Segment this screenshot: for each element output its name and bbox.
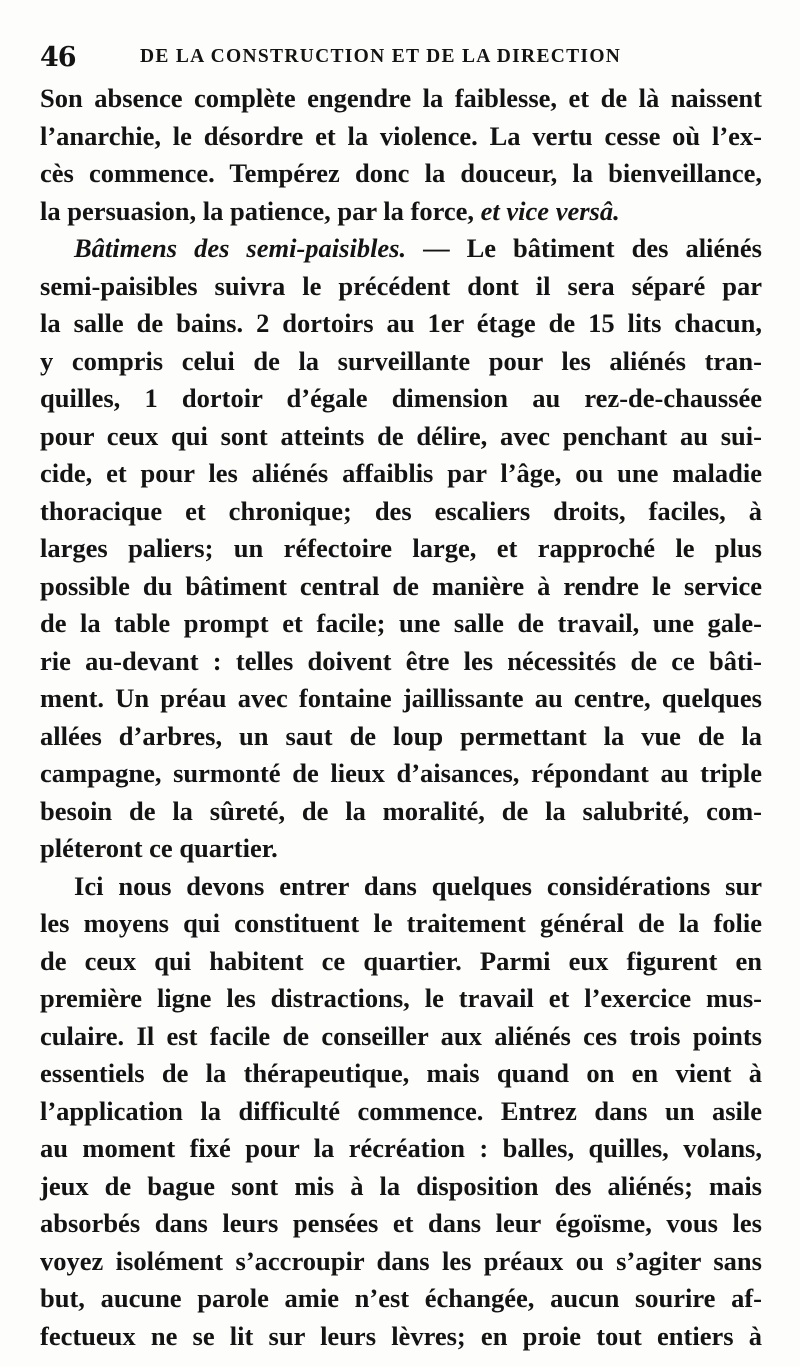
text-line: pour ceux qui sont atteints de délire, avec penchant au sui- bbox=[40, 420, 762, 451]
text-span: la persuasion, la patience, par la force, bbox=[40, 195, 481, 226]
text-span: — Le bâtiment des aliénés bbox=[406, 233, 762, 263]
italic-text: et vice versâ. bbox=[480, 195, 620, 226]
text-line: Son absence complète engendre la faiblesse, et de là naissent bbox=[40, 83, 762, 113]
text-line: première ligne les distractions, le travail et l’exercice mus- bbox=[40, 983, 762, 1013]
text-line: fectueux ne se lit sur leurs lèvres; en proie tout entiers à bbox=[40, 1320, 762, 1351]
text-line bbox=[40, 230, 762, 268]
text-line: cès commence. Tempérez donc la douceur, la bienveillance, bbox=[40, 158, 762, 188]
text-line: essentiels de la thérapeutique, mais quand on en vient à bbox=[40, 1058, 762, 1088]
text-line: culaire. Il est facile de conseiller aux aliénés ces trois points bbox=[40, 1020, 762, 1051]
text-line: y compris celui de la surveillante pour les aliénés tran- bbox=[40, 345, 762, 376]
text-line: voyez isolément s’accroupir dans les préaux ou s’agiter sans bbox=[40, 1245, 762, 1276]
text-line: jeux de bague sont mis à la disposition des aliénés; mais bbox=[40, 1170, 762, 1201]
page-header bbox=[40, 38, 760, 78]
text-line: campagne, surmonté de lieux d’aisances, répondant au triple bbox=[40, 758, 762, 788]
text-line bbox=[40, 193, 762, 231]
text-line: l’anarchie, le désordre et la violence. La vertu cesse où l’ex- bbox=[40, 120, 762, 151]
text-line: thoracique et chronique; des escaliers droits, faciles, à bbox=[40, 495, 762, 526]
page-body bbox=[40, 80, 762, 1355]
text-line: au moment fixé pour la récréation : balles, quilles, volans, bbox=[40, 1133, 762, 1163]
text-line: rie au-devant : telles doivent être les nécessités de ce bâti- bbox=[40, 645, 762, 676]
text-line: possible du bâtiment central de manière à rendre le service bbox=[40, 570, 762, 601]
text-line: les moyens qui constituent le traitement général de la folie bbox=[40, 908, 762, 938]
text-line: de ceux qui habitent ce quartier. Parmi eux figurent en bbox=[40, 945, 762, 976]
text-line: pléteront ce quartier. bbox=[40, 833, 278, 863]
text-line: la salle de bains. 2 dortoirs au 1er étage de 15 lits chacun, bbox=[40, 308, 762, 338]
running-title: DE LA CONSTRUCTION ET DE LA DIRECTION bbox=[140, 46, 622, 67]
section-heading: Bâtimens des semi-paisibles. bbox=[74, 233, 407, 263]
text-line: semi-paisibles suivra le précédent dont il sera séparé par bbox=[40, 270, 762, 301]
text-line: ment. Un préau avec fontaine jaillissante au centre, quelques bbox=[40, 683, 762, 713]
text-line: but, aucune parole amie n’est échangée, aucun sourire af- bbox=[40, 1283, 762, 1313]
text-line: allées d’arbres, un saut de loup permettant la vue de la bbox=[40, 720, 762, 751]
text-line: absorbés dans leurs pensées et dans leur égoïsme, vous les bbox=[40, 1208, 762, 1238]
text-line: cide, et pour les aliénés affaiblis par l’âge, ou une maladie bbox=[40, 458, 762, 488]
text-line: Ici nous devons entrer dans quelques considérations sur bbox=[74, 870, 762, 901]
text-line: larges paliers; un réfectoire large, et rapproché le plus bbox=[40, 533, 762, 563]
text-line: besoin de la sûreté, de la moralité, de la salubrité, com- bbox=[40, 795, 762, 826]
text-line: quilles, 1 dortoir d’égale dimension au rez-de-chaussée bbox=[40, 383, 762, 413]
page-number: 46 bbox=[40, 42, 76, 73]
text-line: de la table prompt et facile; une salle de travail, une gale- bbox=[40, 608, 762, 638]
text-line: l’application la difficulté commence. Entrez dans un asile bbox=[40, 1095, 762, 1126]
